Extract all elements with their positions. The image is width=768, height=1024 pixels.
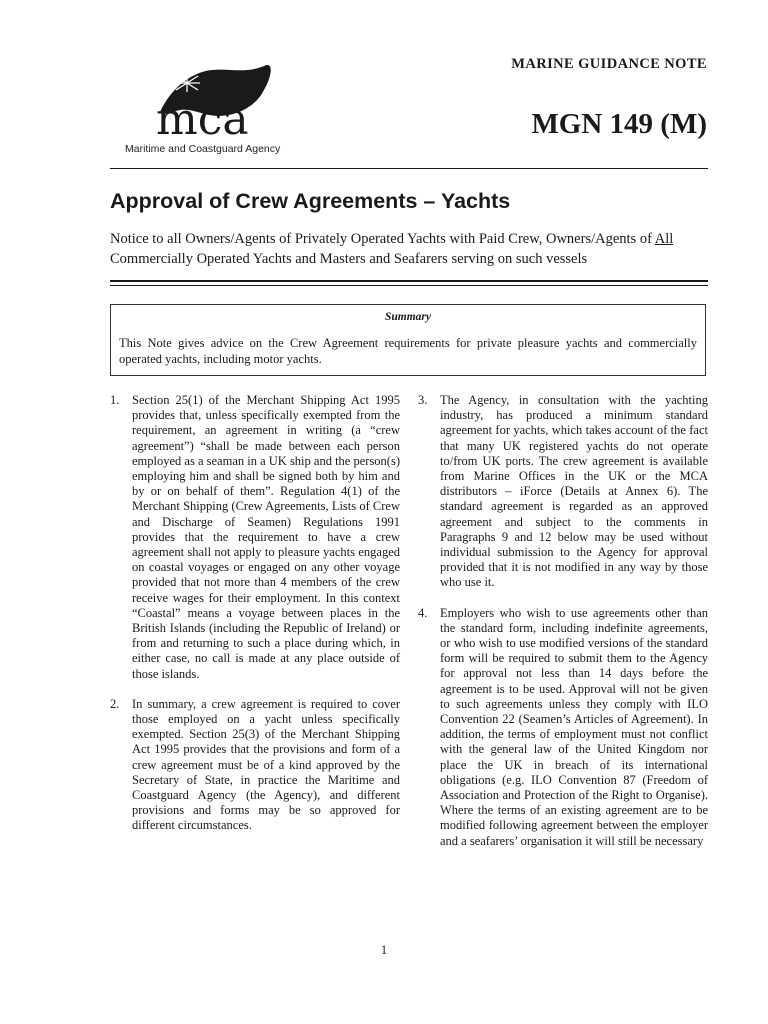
summary-box — [110, 304, 706, 376]
notice-text-start: Notice to all Owners/Agents of Privately Operated Yachts with Paid Crew, Owners/Agents of — [110, 231, 655, 247]
right-column — [418, 393, 708, 864]
agency-name: Maritime and Coastguard Agency — [125, 143, 281, 155]
document-number: MGN 149 (M) — [531, 108, 707, 140]
logo-text: mca — [156, 94, 249, 140]
notice-text — [110, 229, 710, 269]
paragraph-1 — [110, 393, 400, 682]
summary-body: This Note gives advice on the Crew Agreement requirements for private pleasure yachts and commercially operated yachts, including motor yachts. — [119, 336, 697, 366]
header-divider — [110, 168, 708, 169]
mca-logo — [112, 56, 322, 160]
logo-flag-swoosh-icon — [112, 56, 322, 140]
document-type-label: MARINE GUIDANCE NOTE — [511, 56, 707, 72]
notice-divider-thick — [110, 280, 708, 282]
paragraph-text: Employers who wish to use agreements other than the standard form, including indefinite agreements, or who wish to use modified versions of the standard form will be required to submit them to the Agency for approval not less than 14 days before the agreement is to be used. Approval will not be given to such agreements unless they comply with ILO Convention 22 (Seamen’s Articles of Agreement). In addition, the terms of employment must not conflict with the general law of the United Kingdom nor place the UK in breach of its international obligations (e.g. ILO Convention 87 (Freedom of Association and Protection of the Right to Organise). Where the terms of an existing agreement are to be modified following agreement between the employer and a seafarers’ organisation it will still be necessary — [440, 605, 708, 848]
notice-underlined-word: All — [654, 231, 674, 247]
page-number: 1 — [380, 943, 388, 957]
paragraph-text: In summary, a crew agreement is required to cover those employed on a yacht unless specifically exempted. Section 25(3) of the Merchant Shipping Act 1995 provides that the provisions and form of a crew agreement must be of a kind approved by the Secretary of State, in practice the Maritime and Coastguard Agency (the Agency), and different provisions and forms may be so approved for different circumstances. — [132, 696, 400, 833]
notice-text-end: Commercially Operated Yachts and Masters and Seafarers serving on such vessels — [110, 251, 588, 267]
paragraph-number: 1. — [110, 393, 120, 407]
summary-heading: Summary — [384, 311, 431, 323]
paragraph-number: 4. — [418, 605, 428, 620]
paragraph-4 — [418, 606, 708, 849]
notice-divider-thin — [110, 285, 708, 286]
paragraph-text: Section 25(1) of the Merchant Shipping Act 1995 provides that, unless specifically exempted from the requirement, an agreement in writing (a “crew agreement”) “shall be made between each person employed as a seaman in a UK ship and the person(s) employing him and shall be signed both by him and by or on behalf of them”. Regulation 4(1) of the Merchant Shipping (Crew Agreements, Lists of Crew and Discharge of Seamen) Regulations 1991 provides that the requirement to have a crew agreement shall not apply to pleasure yachts engaged on coastal voyages or engaged on any other voyage provided that not more than 4 members of the crew receive wages for their employment. In this context “Coastal” means a voyage between places in the British Islands (including the Republic of Ireland) or from and returning to such a place during which, in either case, no call is made at any place outside of those islands. — [132, 393, 400, 681]
paragraph-text: The Agency, in consultation with the yachting industry, has produced a minimum standard agreement for yachts, which takes account of the fact that many UK registered yachts do not operate to/from UK ports. The crew agreement is available from Marine Offices in the UK or the MCA distributors – iForce (Details at Annex 6). The standard agreement is regarded as an approved agreement and subject to the comments in Paragraphs 9 and 12 below may be used without individual submission to the Agency for approval provided that it is not modified in any way by those who use it. — [440, 393, 708, 590]
paragraph-2 — [110, 697, 400, 834]
left-column — [110, 393, 400, 849]
paragraph-number: 3. — [418, 393, 428, 407]
paragraph-number: 2. — [110, 696, 120, 711]
paragraph-3 — [418, 393, 708, 591]
page-title: Approval of Crew Agreements – Yachts — [110, 189, 511, 213]
